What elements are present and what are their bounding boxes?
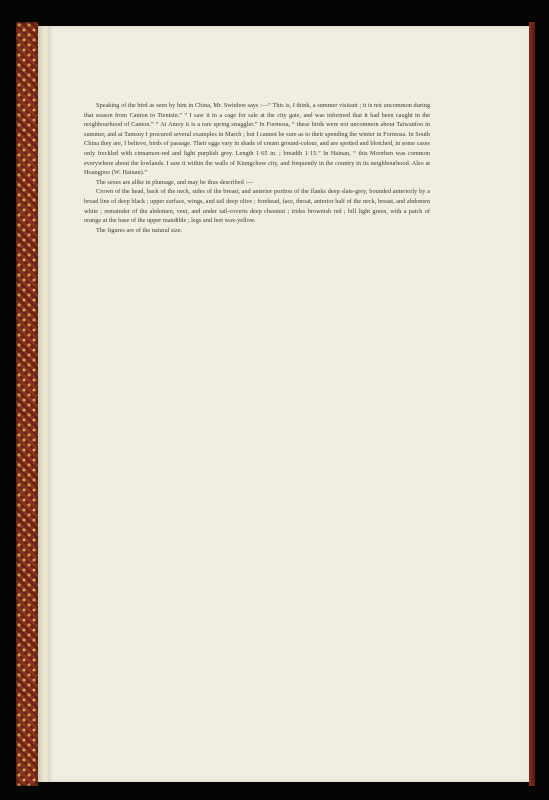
paragraph-plumage-description: Crown of the head, back of the neck, sides of the breast, and anterior portion of the flanks deep slate-grey, bounded anteriorly by a broad line of deep black ; upper surface, wings, and tail deep olive ; forehead, face, throat, anterior half of the neck, breast, and abdomen white ; remainder of the abdomen, vent, and under tail-coverts deep chestnut ; irides brownish red ; bill light green, with a patch of orange at the base of the upper mandible ; legs and feet wax-yellow. xyxy=(84,188,430,225)
paragraph-swinhoe-quote: Speaking of the bird as seen by him in China, Mr. Swinhoe says :—“ This is, I think, a summer visitant ; it is not uncommon during that season from Canton to Tientsin.” “ I saw it in a cage for sale at the city gate, and was informed that it had been caught in the neighbourhood of Canton.” “ At Amoy it is a rare spring straggler.” In Formosa, “ these birds were not uncommon about Taiwanfoo in summer, and at Tamsuy I procured several examples in March ; but I cannot be sure as to their spending the winter in Formosa. In South China they are, I believe, birds of passage. Their eggs vary in shade of cream ground-colour, and are spotted and blotched, in some cases only freckled with cinnamon-red and light purplish grey. Length 1·65 in. ; breadth 1·15.” In Hainan, “ this Moorhen was common everywhere about the lowlands. I saw it within the walls of Kiungchow city, and frequently in the country in its neighbourhood. Also at Hoangpoo (W. Hainan).” xyxy=(84,102,430,177)
book-binding-right-edge xyxy=(529,22,535,786)
book-binding-marbled-edge xyxy=(16,22,38,786)
paragraph-sexes-alike: The sexes are alike in plumage, and may be thus described :— xyxy=(96,178,254,186)
paragraph-figures-note: The figures are of the natural size. xyxy=(96,226,183,234)
page-gutter xyxy=(38,26,48,782)
page-text-block xyxy=(84,101,430,235)
